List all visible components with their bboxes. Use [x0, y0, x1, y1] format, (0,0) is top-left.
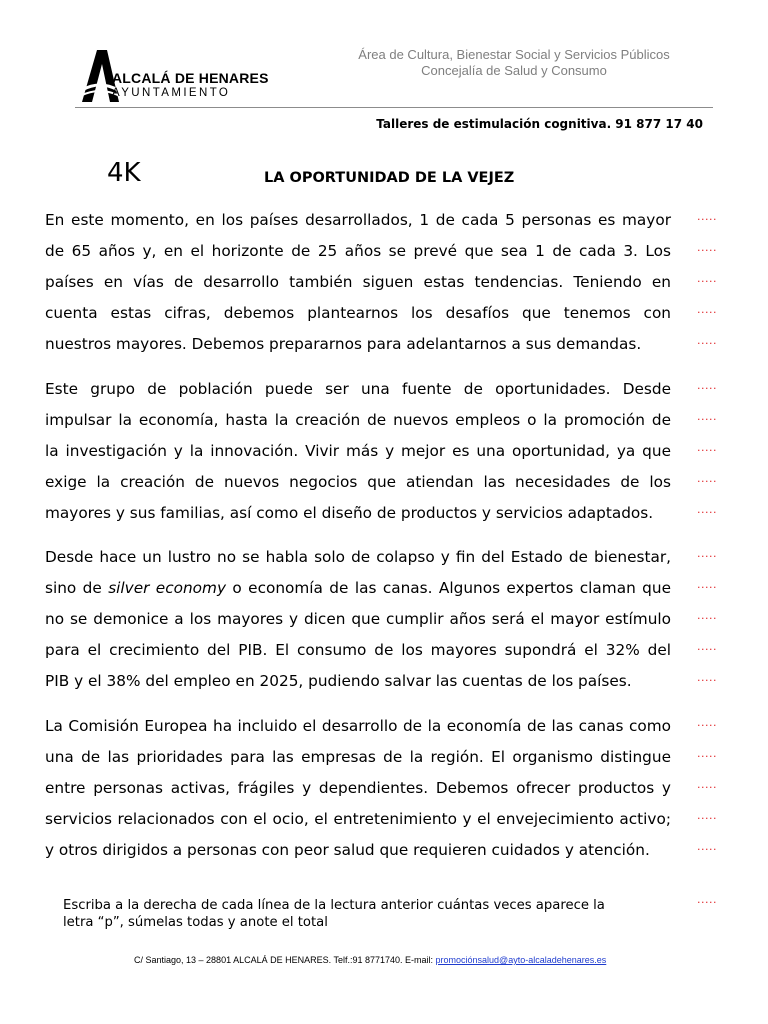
answer-blank[interactable]: ..... [697, 747, 717, 760]
footer-address [134, 955, 606, 965]
text-line: países en vías de desarrollo también siguen estas tendencias. Teniendo en [45, 273, 671, 291]
exercise-code: 4K [107, 158, 141, 188]
answer-column-4 [697, 716, 727, 871]
text-line: Desde hace un lustro no se habla solo de colapso y fin del Estado de bienestar, [45, 548, 671, 566]
answer-blank[interactable]: ..... [697, 241, 717, 254]
answer-column-1 [697, 210, 727, 365]
department [324, 47, 704, 79]
text-line: de 65 años y, en el horizonte de 25 años se prevé que sea 1 de cada 3. Los [45, 242, 671, 260]
text-line: entre personas activas, frágiles y dependientes. Debemos ofrecer productos y [45, 779, 671, 797]
instruction-text: Escriba a la derecha de cada línea de la lectura anterior cuántas veces aparece la letra “p”, súmelas todas y anote el total [63, 898, 605, 930]
text-line: no se demonice a los mayores y dicen que cumplir años será el mayor estímulo [45, 610, 671, 628]
address-text: C/ Santiago, 13 – 28801 ALCALÁ DE HENARES. Telf.:91 8771740. E-mail: [134, 955, 436, 965]
answer-blank[interactable]: ..... [697, 809, 717, 822]
text-line: y otros dirigidos a personas con peor salud que requieren cuidados y atención. [45, 841, 650, 859]
answer-blank[interactable]: ..... [697, 716, 717, 729]
answer-blank[interactable]: ..... [697, 272, 717, 285]
text-line: una de las prioridades para las empresas de la región. El organismo distingue [45, 748, 671, 766]
reading-title: LA OPORTUNIDAD DE LA VEJEZ [264, 170, 515, 186]
answer-blank[interactable]: ..... [697, 671, 717, 684]
answer-blank[interactable]: ..... [697, 578, 717, 591]
paragraph-4 [45, 716, 671, 871]
total-answer-blank[interactable]: ..... [697, 893, 717, 906]
answer-blank[interactable]: ..... [697, 410, 717, 423]
italic-term: silver economy [108, 579, 226, 597]
text-segment: o economía de las canas. Algunos expertos claman que [226, 579, 671, 597]
answer-blank[interactable]: ..... [697, 609, 717, 622]
text-line: para el crecimiento del PIB. El consumo de los mayores supondrá el 32% del [45, 641, 671, 659]
answer-blank[interactable]: ..... [697, 547, 717, 560]
answer-blank[interactable]: ..... [697, 210, 717, 223]
department-line-1: Área de Cultura, Bienestar Social y Servicios Públicos [358, 47, 670, 62]
answer-blank[interactable]: ..... [697, 840, 717, 853]
paragraph-3 [45, 547, 671, 702]
logo-subtitle: AYUNTAMIENTO [112, 87, 231, 99]
text-line: mayores y sus familias, así como el diseño de productos y servicios adaptados. [45, 504, 654, 522]
text-line: nuestros mayores. Debemos prepararnos para adelantarnos a sus demandas. [45, 335, 642, 353]
answer-blank[interactable]: ..... [697, 379, 717, 392]
text-line: PIB y el 38% del empleo en 2025, pudiendo salvar las cuentas de los países. [45, 672, 632, 690]
text-line: La Comisión Europea ha incluido el desarrollo de la economía de las canas como [45, 717, 671, 735]
text-line: servicios relacionados con el ocio, el entretenimiento y el envejecimiento activo; [45, 810, 671, 828]
text-line: la investigación y la innovación. Vivir más y mejor es una oportunidad, ya que [45, 442, 671, 460]
text-line: exige la creación de nuevos negocios que atiendan las necesidades de los [45, 473, 671, 491]
text-line: cuenta estas cifras, debemos plantearnos los desafíos que tenemos con [45, 304, 671, 322]
text-segment: sino de [45, 579, 109, 597]
logo-name: ALCALÁ DE HENARES [112, 70, 269, 86]
text-line-with-italic [45, 578, 671, 609]
department-line-2: Concejalía de Salud y Consumo [421, 63, 607, 78]
answer-blank[interactable]: ..... [697, 503, 717, 516]
answer-column-2 [697, 379, 727, 534]
workshop-contact: Talleres de estimulación cognitiva. 91 877 17 40 [376, 117, 703, 131]
answer-blank[interactable]: ..... [697, 472, 717, 485]
answer-column-3 [697, 547, 727, 702]
answer-blank[interactable]: ..... [697, 441, 717, 454]
text-line: Este grupo de población puede ser una fuente de oportunidades. Desde [45, 380, 671, 398]
paragraph-2 [45, 379, 671, 534]
text-line: impulsar la economía, hasta la creación de nuevos empleos o la promoción de [45, 411, 671, 429]
paragraph-1 [45, 210, 671, 365]
email-link[interactable]: promociónsalud@ayto-alcaladehenares.es [435, 955, 607, 965]
city-logo [80, 50, 280, 105]
letterhead [72, 0, 712, 110]
header-divider [75, 107, 713, 108]
answer-blank[interactable]: ..... [697, 334, 717, 347]
text-line: En este momento, en los países desarrollados, 1 de cada 5 personas es mayor [45, 211, 671, 229]
answer-blank[interactable]: ..... [697, 640, 717, 653]
answer-blank[interactable]: ..... [697, 778, 717, 791]
answer-blank[interactable]: ..... [697, 303, 717, 316]
